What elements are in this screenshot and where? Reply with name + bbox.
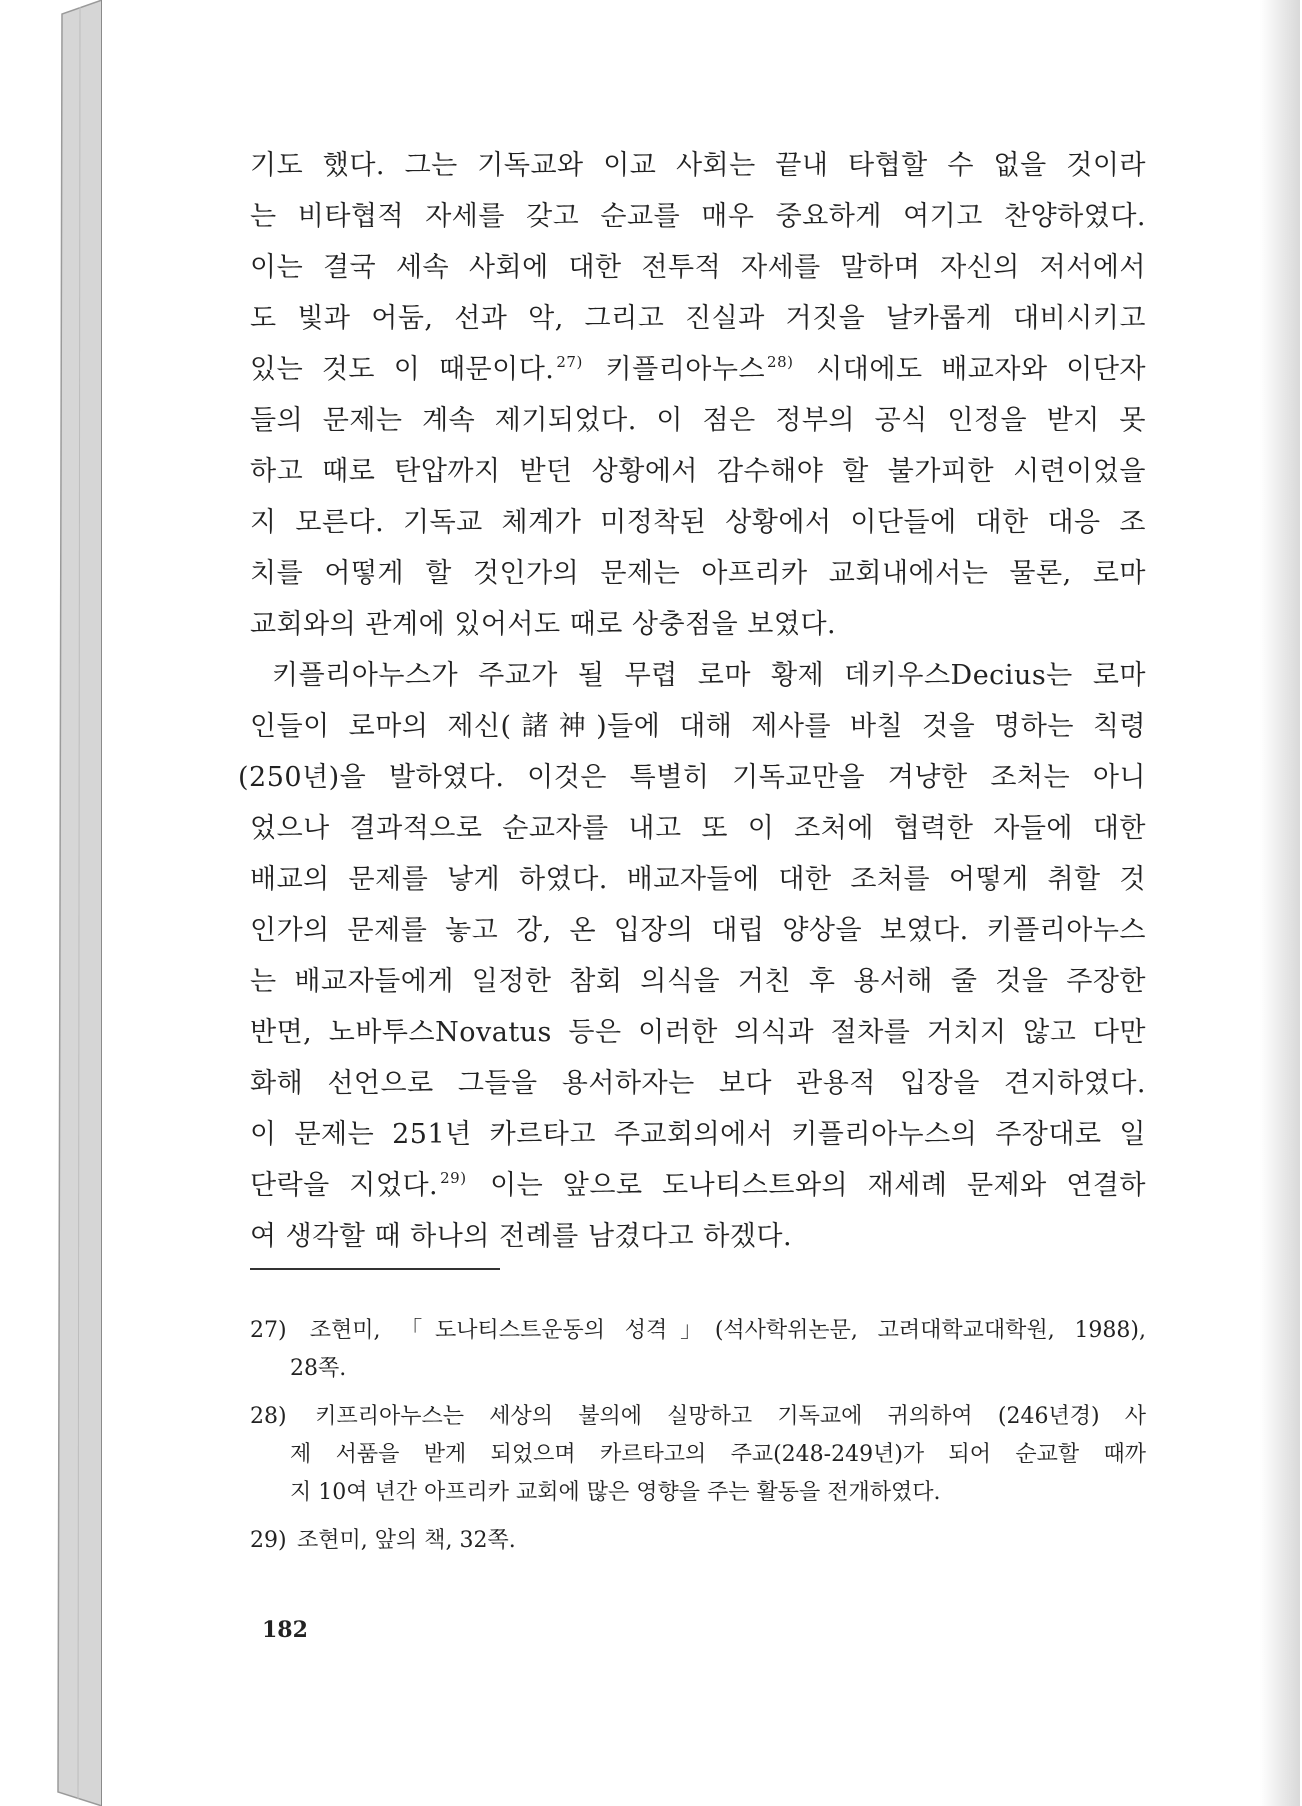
body-text	[238, 140, 1146, 1262]
body-line-with-footnotes	[250, 344, 1146, 395]
footnote-number: 27)	[250, 1318, 287, 1343]
body-line: 여 생각할 때 하나의 전례를 남겼다고 하겠다.	[250, 1221, 793, 1252]
footnote-29	[250, 1522, 1146, 1560]
body-line: 하고 때로 탄압까지 받던 상황에서 감수해야 할 불가피한 시련이었을	[250, 456, 1146, 487]
footnotes	[250, 1312, 1146, 1560]
body-line: 화해 선언으로 그들을 용서하자는 보다 관용적 입장을 견지하였다.	[250, 1068, 1146, 1099]
footnote-number: 29)	[250, 1528, 287, 1553]
footnote-line	[250, 1522, 1146, 1560]
body-line: 반면, 노바투스Novatus 등은 이러한 의식과 절차를 거치지 않고 다만	[250, 1017, 1146, 1048]
page-edge-shadow	[1260, 0, 1300, 1806]
body-line: (250년)을 발하였다. 이것은 특별히 기독교만을 겨냥한 조처는 아니	[238, 762, 1146, 793]
body-line: 들의 문제는 계속 제기되었다. 이 점은 정부의 공식 인정을 받지 못	[250, 405, 1146, 436]
footnote-text: 키프리아누스는 세상의 불의에 실망하고 기독교에 귀의하여 (246년경) 사	[315, 1404, 1147, 1429]
body-line: 었으나 결과적으로 순교자를 내고 또 이 조처에 협력한 자들에 대한	[250, 813, 1146, 844]
body-line: 배교의 문제를 낳게 하였다. 배교자들에 대한 조처를 어떻게 취할 것	[250, 864, 1146, 895]
body-line: 인들이 로마의 제신(諸神)들에 대해 제사를 바칠 것을 명하는 칙령	[250, 711, 1146, 742]
body-line-text: 단락을 지었다.	[250, 1170, 439, 1201]
footnote-ref-27[interactable]: 27)	[556, 353, 583, 371]
body-line-text: 있는 것도 이 때문이다.	[250, 354, 555, 385]
footnote-line: 28쪽.	[290, 1356, 347, 1381]
footnote-28	[250, 1398, 1146, 1512]
footnote-text: 조현미, 「도나티스트운동의 성격」(석사학위논문, 고려대학교대학원, 1988),	[309, 1318, 1147, 1343]
body-line: 기도 했다. 그는 기독교와 이교 사회는 끝내 타협할 수 없을 것이라	[250, 150, 1146, 181]
body-line-with-footnote	[250, 1160, 1146, 1211]
body-line-text: 시대에도 배교자와 이단자	[816, 354, 1146, 385]
body-line: 교회와의 관계에 있어서도 때로 상충점을 보였다.	[250, 609, 837, 640]
body-line: 이는 결국 세속 사회에 대한 전투적 자세를 말하며 자신의 저서에서	[250, 252, 1146, 283]
footnote-number: 28)	[250, 1404, 287, 1429]
footnote-line	[250, 1398, 1146, 1436]
body-line-text: 이는 앞으로 도나티스트와의 재세례 문제와 연결하	[490, 1170, 1146, 1201]
footnote-line	[250, 1312, 1146, 1350]
body-line: 인가의 문제를 놓고 강, 온 입장의 대립 양상을 보였다. 키플리아누스	[250, 915, 1146, 946]
body-line: 는 비타협적 자세를 갖고 순교를 매우 중요하게 여기고 찬양하였다.	[250, 201, 1146, 232]
body-line-text: 키플리아누스	[605, 354, 766, 385]
body-line: 치를 어떻게 할 것인가의 문제는 아프리카 교회내에서는 물론, 로마	[250, 558, 1146, 589]
footnote-line: 제 서품을 받게 되었으며 카르타고의 주교(248-249년)가 되어 순교할 때까	[290, 1442, 1146, 1467]
paragraph-start-line: 키플리아누스가 주교가 될 무렵 로마 황제 데키우스Decius는 로마	[272, 660, 1146, 691]
footnote-separator	[250, 1268, 500, 1270]
body-line: 도 빛과 어둠, 선과 악, 그리고 진실과 거짓을 날카롭게 대비시키고	[250, 303, 1146, 334]
page-number: 182	[262, 1617, 308, 1643]
footnote-ref-29[interactable]: 29)	[440, 1169, 467, 1187]
body-line: 이 문제는 251년 카르타고 주교회의에서 키플리아누스의 주장대로 일	[250, 1119, 1146, 1150]
body-line: 지 모른다. 기독교 체계가 미정착된 상황에서 이단들에 대한 대응 조	[250, 507, 1146, 538]
footnote-ref-28[interactable]: 28)	[767, 353, 794, 371]
footnote-text: 조현미, 앞의 책, 32쪽.	[297, 1528, 516, 1553]
footnote-line: 지 10여 년간 아프리카 교회에 많은 영향을 주는 활동을 전개하였다.	[290, 1480, 941, 1505]
body-line: 는 배교자들에게 일정한 참회 의식을 거친 후 용서해 줄 것을 주장한	[250, 966, 1146, 997]
footnote-27	[250, 1312, 1146, 1388]
